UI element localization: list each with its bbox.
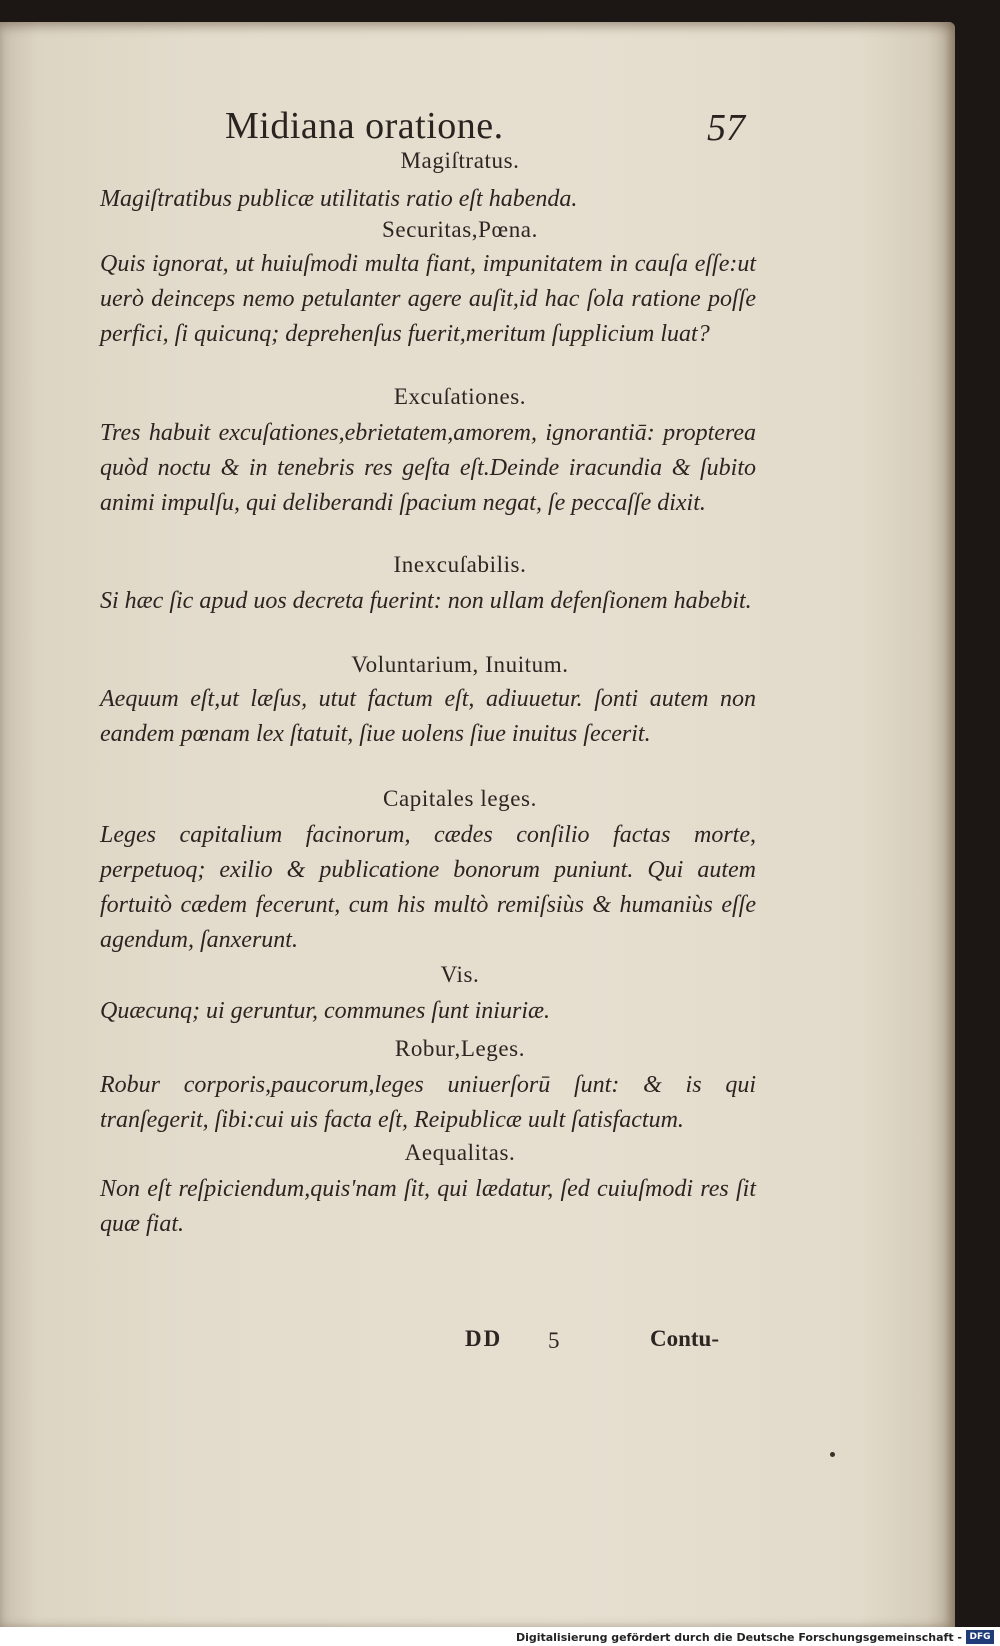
section-text [66, 182, 756, 217]
signature-number: 5 [548, 1328, 560, 1353]
section-text [66, 994, 756, 1029]
section-heading: Securitas,Pœna. [382, 217, 538, 242]
section-heading: Magiſtratus. [400, 148, 520, 173]
footer-credit: Digitalisierung gefördert durch die Deutsche Forschungsgemeinschaft - [515, 1631, 962, 1644]
section-text-body: Aequum eſt,ut læſus, utut factum eſt, adiuuetur. ſonti autem non eandem pœnam lex ſtatuit, ſiue uolens ſiue inuitus ſecerit. [100, 686, 756, 747]
section-text [66, 416, 756, 521]
section-text [66, 1172, 756, 1242]
running-title: Midiana oratione. [225, 105, 504, 147]
ink-speck [830, 1452, 835, 1457]
catchword: Contu- [650, 1326, 720, 1351]
book-page [0, 22, 955, 1627]
section-text [66, 247, 756, 352]
section-heading: Aequalitas. [404, 1140, 516, 1165]
footer-bar [0, 1627, 1000, 1646]
section-text [66, 682, 756, 752]
section-text-body: Si hæc ſic apud uos decreta fuerint: non ullam defenſionem habebit. [100, 588, 752, 614]
section-heading: Excuſationes. [393, 384, 527, 409]
section-text-body: Robur corporis,paucorum,leges uniuerſorū ſunt: & is qui tranſegerit, ſibi:cui uis facta eſt, Reipublicæ uult ſatisfactum. [100, 1072, 756, 1133]
section-heading: Voluntarium, Inuitum. [351, 652, 569, 677]
section-text-body: Leges capitalium facinorum, cædes conſilio factas morte, perpetuoq; exilio & publicatione bonorum puniunt. Qui autem fortuitò cædem fecerunt, cum his multò remiſsiùs & humaniùs eſſe agendum, ſanxerunt. [100, 822, 756, 953]
section-text-body: Magiſtratibus publicæ utilitatis ratio eſt habenda. [100, 186, 578, 212]
section-text [66, 818, 756, 958]
section-heading: Robur,Leges. [394, 1036, 526, 1061]
section-heading: Capitales leges. [383, 786, 537, 811]
signature-mark: DD [465, 1326, 503, 1351]
section-text [66, 584, 756, 619]
section-text-body: Tres habuit excuſationes,ebrietatem,amorem, ignorantiā: propterea quòd noctu & in tenebris res geſta eſt.Deinde iracundia & ſubito animi impulſu, qui deliberandi ſpacium negat, ſe peccaſſe dixit. [100, 420, 756, 516]
section-text-body: Quis ignorat, ut huiuſmodi multa fiant, impunitatem in cauſa eſſe:ut uerò deinceps nemo petulanter agere auſit,id hac ſola ratione poſſe perfici, ſi quicunq; deprehenſus fuerit,meritum ſupplicium luat? [100, 251, 756, 347]
section-text-body: Quæcunq; ui geruntur, communes ſunt iniuriæ. [100, 998, 550, 1024]
section-heading: Vis. [440, 962, 480, 987]
section-text [66, 1068, 756, 1138]
page-number: 57 [707, 107, 745, 149]
section-text-body: Non eſt reſpiciendum,quis'nam ſit, qui lædatur, ſed cuiuſmodi res ſit quæ fiat. [100, 1176, 756, 1237]
running-head [165, 104, 765, 154]
section-heading: Inexcuſabilis. [393, 552, 527, 577]
dfg-logo-icon: DFG [966, 1630, 994, 1644]
